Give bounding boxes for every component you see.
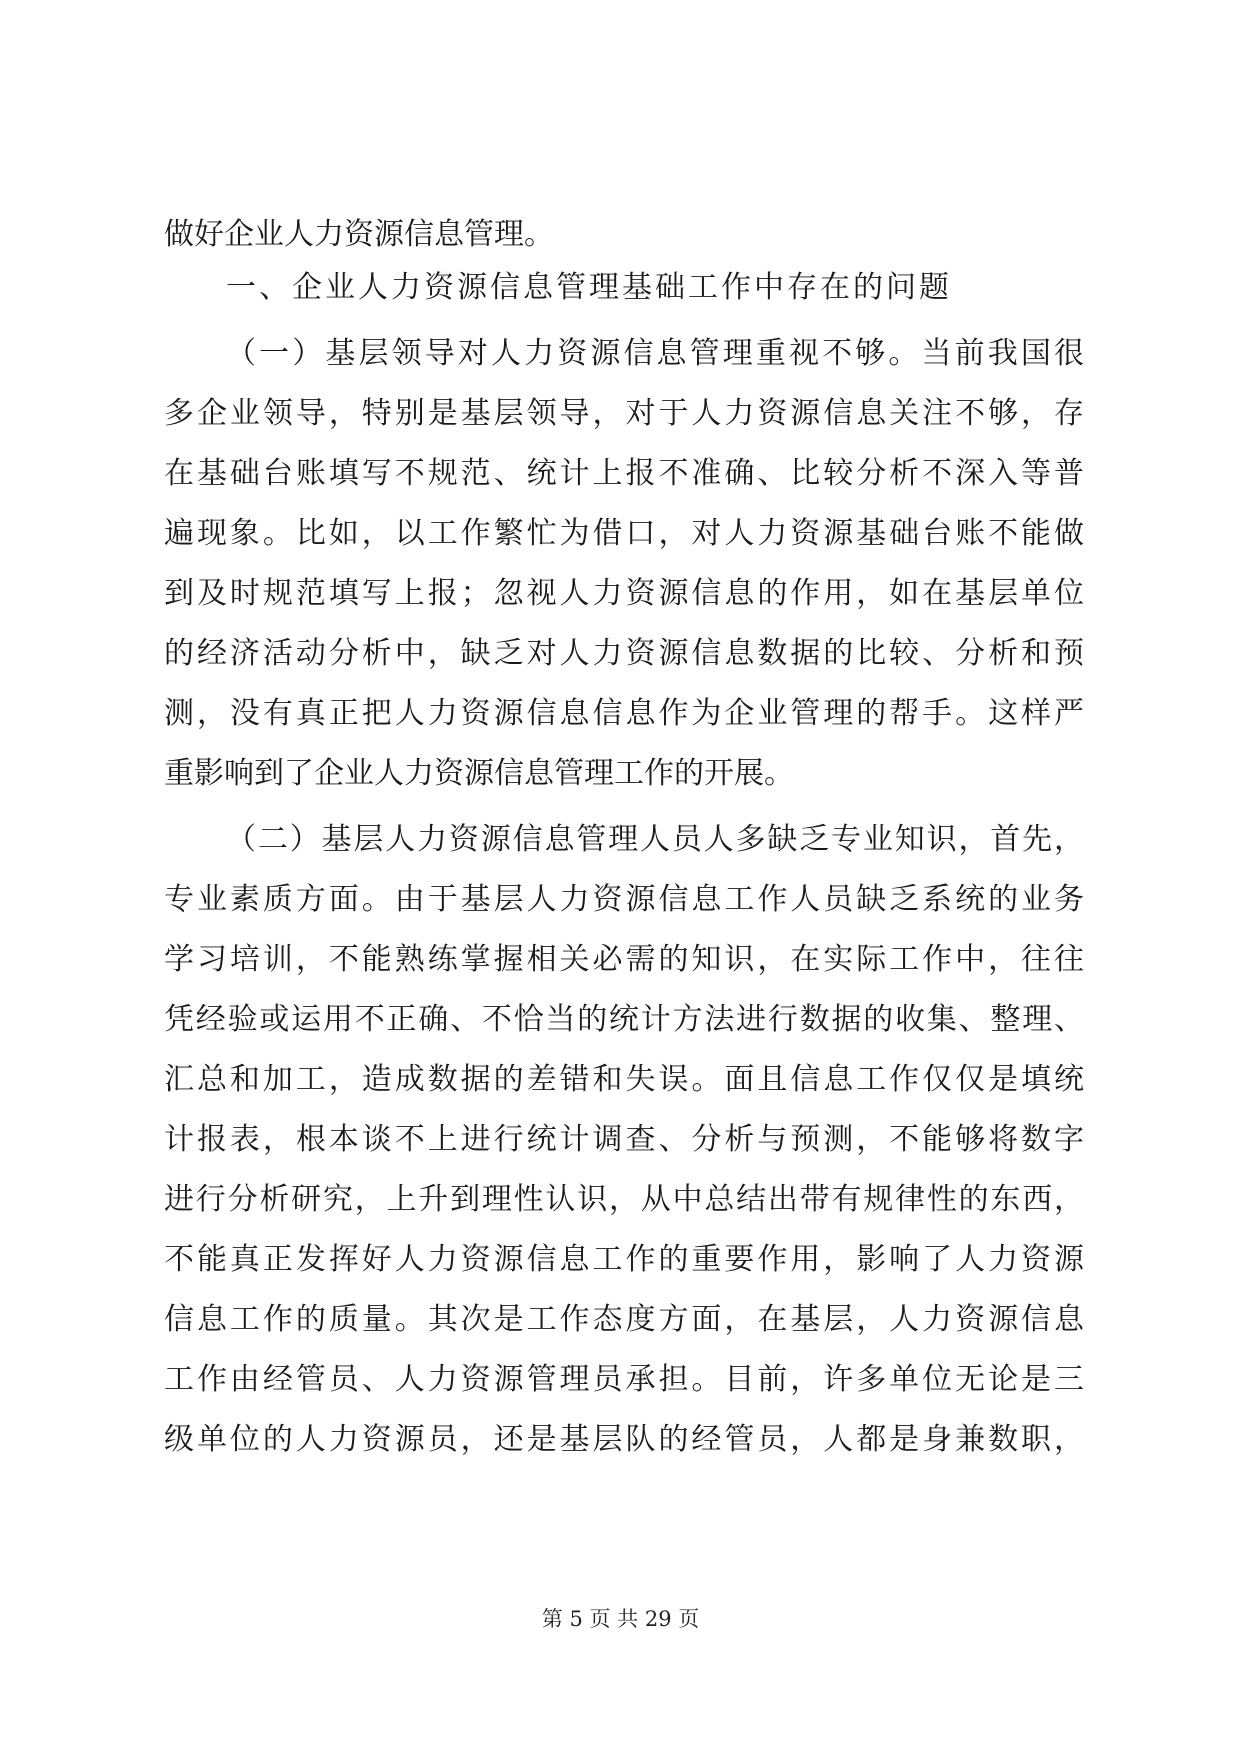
paragraph-1-line-1: （一）基层领导对人力资源信息管理重视不够。当前我国很 (226, 336, 1084, 371)
paragraph-2-line-7: 进行分析研究，上升到理性认识，从中总结出带有规律性的东西， (164, 1182, 1084, 1217)
paragraph-2-line-6: 计报表，根本谈不上进行统计调查、分析与预测，不能够将数字 (164, 1122, 1084, 1157)
paragraph-2-line-1: （二）基层人力资源信息管理人员人多缺乏专业知识，首先， (226, 822, 1084, 857)
paragraph-1-line-4: 遍现象。比如，以工作繁忙为借口，对人力资源基础台账不能做 (164, 516, 1084, 551)
text-line-1: 做好企业人力资源信息管理。 (164, 217, 554, 252)
page-number-footer: 第 5 页 共 29 页 (541, 1607, 700, 1631)
paragraph-2-line-5: 汇总和加工，造成数据的差错和失误。面且信息工作仅仅是填统 (164, 1062, 1084, 1097)
paragraph-1-line-8: 重影响到了企业人力资源信息管理工作的开展。 (164, 756, 794, 791)
paragraph-1-line-7: 测，没有真正把人力资源信息信息作为企业管理的帮手。这样严 (164, 696, 1084, 731)
section-heading: 一、企业人力资源信息管理基础工作中存在的问题 (226, 270, 952, 305)
paragraph-1-line-6: 的经济活动分析中，缺乏对人力资源信息数据的比较、分析和预 (164, 636, 1084, 671)
paragraph-2-line-10: 工作由经管员、人力资源管理员承担。目前，许多单位无论是三 (164, 1362, 1084, 1397)
paragraph-1-line-5: 到及时规范填写上报；忽视人力资源信息的作用，如在基层单位 (164, 576, 1084, 611)
paragraph-2-line-8: 不能真正发挥好人力资源信息工作的重要作用，影响了人力资源 (164, 1242, 1084, 1277)
paragraph-2-line-4: 凭经验或运用不正确、不恰当的统计方法进行数据的收集、整理、 (164, 1002, 1084, 1037)
paragraph-1-line-2: 多企业领导，特别是基层领导，对于人力资源信息关注不够，存 (164, 396, 1084, 431)
paragraph-2-line-3: 学习培训，不能熟练掌握相关必需的知识，在实际工作中，往往 (164, 942, 1084, 977)
paragraph-2-line-9: 信息工作的质量。其次是工作态度方面，在基层，人力资源信息 (164, 1302, 1084, 1337)
paragraph-2-line-2: 专业素质方面。由于基层人力资源信息工作人员缺乏系统的业务 (164, 882, 1084, 917)
paragraph-1-line-3: 在基础台账填写不规范、统计上报不准确、比较分析不深入等普 (164, 456, 1084, 491)
paragraph-2-line-11: 级单位的人力资源员，还是基层队的经管员，人都是身兼数职， (164, 1422, 1084, 1457)
